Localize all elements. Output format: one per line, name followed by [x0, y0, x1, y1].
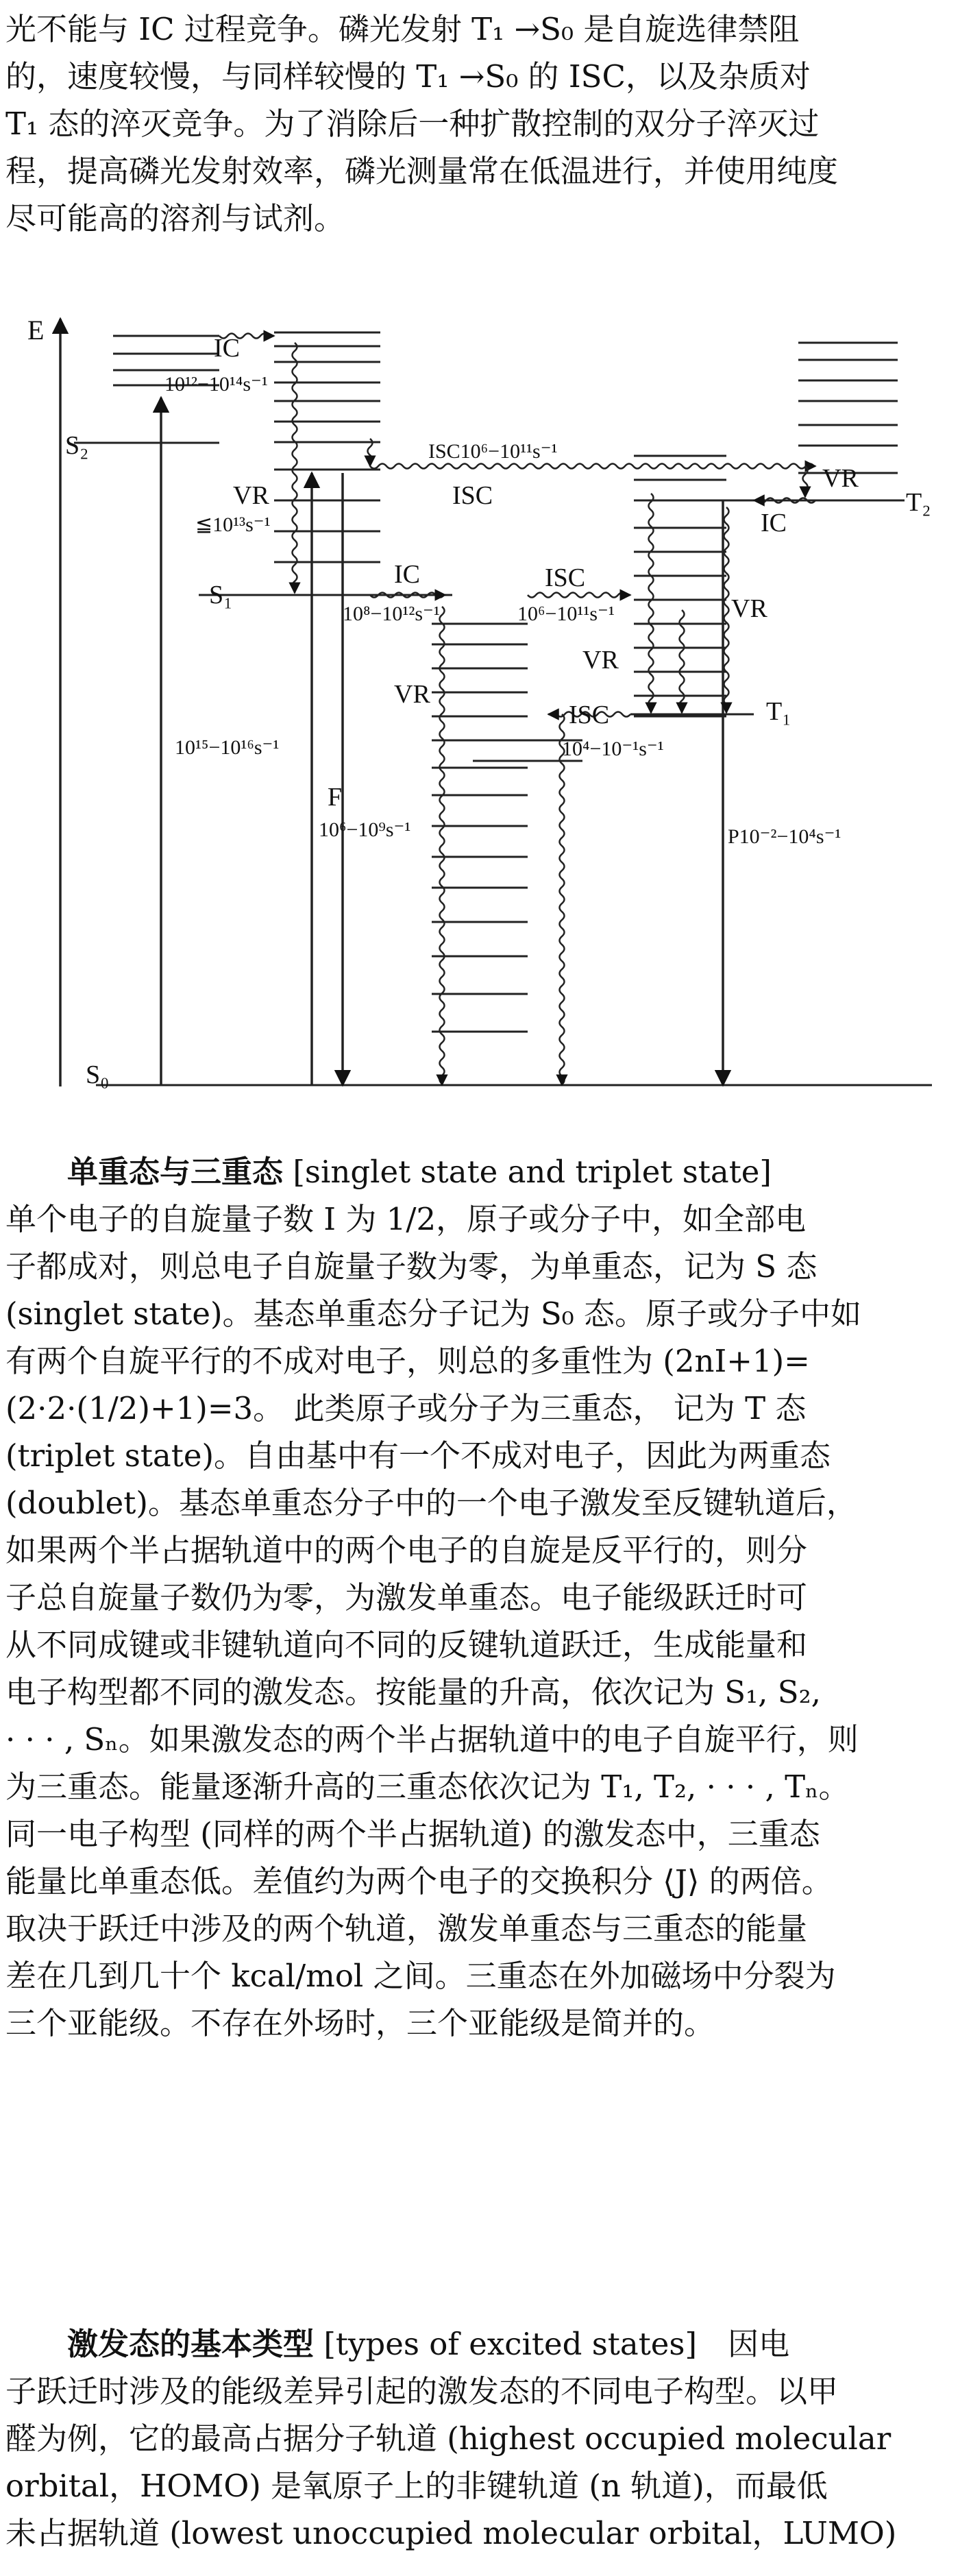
diagram-label: ISC — [545, 563, 586, 592]
line-text: 从不同成键或非键轨道向不同的反键轨道跃迁，生成能量和 — [5, 1627, 808, 1663]
vr-arrow — [649, 494, 654, 713]
diagram-label: VR — [731, 594, 767, 623]
diagram-label: F — [328, 783, 343, 812]
text-line — [5, 1432, 963, 1479]
diagram-label: IC — [394, 560, 420, 589]
line-text: [types of excited states] 因电 — [314, 2326, 790, 2362]
text-line — [5, 1243, 963, 1290]
line-text: 同一电子构型 (同样的两个半占据轨道) 的激发态中，三重态 — [5, 1816, 820, 1852]
diagram-label: 10⁶−10⁹s⁻¹ — [319, 818, 411, 841]
line-text: (triplet state)。自由基中有一个不成对电子，因此为两重态 — [5, 1437, 831, 1474]
text-line — [5, 2320, 963, 2368]
text-line — [5, 2368, 963, 2415]
text-line — [5, 1527, 963, 1574]
line-text: (singlet state)。基态单重态分子记为 S₀ 态。原子或分子中如 — [5, 1296, 861, 1332]
line-text: 电子构型都不同的激发态。按能量的升高，依次记为 S₁, S₂, — [5, 1674, 821, 1710]
vr-arrow — [680, 610, 685, 713]
line-text: 有两个自旋平行的不成对电子，则总的多重性为 (2nI+1)= — [5, 1343, 810, 1379]
diagram-label: 10⁸−10¹²s⁻¹ — [343, 603, 440, 625]
diagram-label: VR — [822, 464, 859, 493]
text-line — [5, 1952, 963, 2000]
vr-arrow — [440, 607, 445, 1085]
line-text: orbital，HOMO) 是氧原子上的非键轨道 (n 轨道)，而最低 — [5, 2468, 828, 2504]
text-line — [5, 1858, 963, 1905]
vr-arrow — [803, 466, 808, 497]
text-line — [5, 2000, 963, 2047]
line-text: (2·2·(1/2)+1)=3。 此类原子或分子为三重态， 记为 T 态 — [5, 1390, 807, 1426]
diagram-label: T₂ — [906, 488, 931, 517]
text-line — [5, 1290, 963, 1337]
intro-paragraph — [5, 5, 963, 242]
section-heading: 单重态与三重态 — [67, 1154, 284, 1190]
line-text: 差在几到几十个 kcal/mol 之间。三重态在外加磁场中分裂为 — [5, 1958, 836, 1994]
text-line — [5, 1905, 963, 1952]
text-line — [5, 1810, 963, 1858]
text-line — [5, 1148, 963, 1195]
diagram-label: 10⁶−10¹¹s⁻¹ — [517, 603, 615, 625]
diagram-label: VR — [394, 680, 430, 709]
line-text: 子都成对，则总电子自旋量子数为零，为单重态，记为 S 态 — [5, 1248, 818, 1285]
diagram-label: E — [27, 315, 45, 345]
diagram-label: P10⁻²−10⁴s⁻¹ — [728, 825, 841, 848]
diagram-label: ISC — [452, 481, 493, 510]
diagram-label: 10¹²−10¹⁴s⁻¹ — [164, 373, 268, 396]
diagram-label: ISC10⁶−10¹¹s⁻¹ — [428, 440, 558, 463]
text-line: 尽可能高的溶剂与试剂。 — [5, 200, 345, 236]
text-line — [5, 2510, 963, 2557]
text-line — [5, 1763, 963, 1810]
diagram-label: 10¹⁵−10¹⁶s⁻¹ — [175, 736, 280, 759]
text-line — [5, 2462, 963, 2510]
text-line — [5, 1385, 963, 1432]
vr-arrow — [293, 343, 297, 593]
isc-arrow — [560, 714, 565, 1085]
diagram-label: S₀ — [86, 1060, 110, 1089]
line-text: 取决于跃迁中涉及的两个轨道，激发单重态与三重态的能量 — [5, 1910, 808, 1947]
text-line — [5, 1479, 963, 1527]
text-line: 的，速度较慢，与同样较慢的 T₁ →S₀ 的 ISC，以及杂质对 — [5, 58, 811, 95]
vr-arrow — [724, 507, 729, 713]
line-text: 单个电子的自旋量子数 I 为 1/2，原子或分子中，如全部电 — [5, 1201, 807, 1237]
text-line: 程，提高磷光发射效率，磷光测量常在低温进行，并使用纯度 — [5, 153, 839, 189]
diagram-label: S₂ — [65, 431, 89, 460]
text-line — [5, 1668, 963, 1716]
diagram-label: IC — [761, 509, 787, 537]
isc-arrow — [528, 593, 630, 598]
text-line: T₁ 态的淬灭竞争。为了消除后一种扩散控制的双分子淬灭过 — [5, 106, 820, 142]
text-line — [5, 1337, 963, 1385]
text-line — [5, 2415, 963, 2462]
diagram-label: ≦10¹³s⁻¹ — [195, 513, 271, 536]
line-text: · · · , Sₙ。如果激发态的两个半占据轨道中的电子自旋平行，则 — [5, 1721, 859, 1758]
section-singlet-triplet — [5, 1148, 963, 2047]
jablonski-diagram — [0, 302, 971, 1110]
isc-arrow — [370, 464, 815, 469]
text-line — [5, 1716, 963, 1763]
text-line — [5, 1621, 963, 1668]
line-text: (doublet)。基态单重态分子中的一个电子激发至反键轨道后， — [5, 1485, 857, 1521]
text-line — [5, 1574, 963, 1621]
diagram-label: T₁ — [766, 697, 791, 726]
text-line: 光不能与 IC 过程竞争。磷光发射 T₁ →S₀ 是自旋选律禁阻 — [5, 11, 800, 47]
line-text: 未占据轨道 (lowest unoccupied molecular orbital，LUMO) — [5, 2515, 897, 2551]
diagram-label: IC — [214, 334, 240, 363]
line-text: 三个亚能级。不存在外场时，三个亚能级是简并的。 — [5, 2005, 715, 2041]
section-heading: 激发态的基本类型 — [67, 2326, 315, 2362]
line-text: 如果两个半占据轨道中的两个电子的自旋是反平行的，则分 — [5, 1532, 808, 1568]
section-excited-state-types — [5, 2320, 963, 2557]
diagram-label: S₁ — [209, 581, 233, 609]
line-text: 能量比单重态低。差值约为两个电子的交换积分 ⟨J⟩ 的两倍。 — [5, 1863, 833, 1899]
diagram-label: VR — [582, 646, 619, 675]
diagram-label: VR — [233, 481, 269, 510]
line-text: 醛为例，它的最高占据分子轨道 (highest occupied molecular — [5, 2420, 892, 2457]
line-text: 子跃迁时涉及的能级差异引起的激发态的不同电子构型。以甲 — [5, 2373, 839, 2409]
line-text: 子总自旋量子数仍为零，为激发单重态。电子能级跃迁时可 — [5, 1579, 808, 1616]
text-line — [5, 1195, 963, 1243]
diagram-label: ISC — [569, 701, 610, 729]
line-text: 为三重态。能量逐渐升高的三重态依次记为 T₁, T₂, · · · , Tₙ。 — [5, 1769, 850, 1805]
line-text: [singlet state and triplet state] — [283, 1154, 772, 1190]
diagram-label: 10⁴−10⁻¹s⁻¹ — [562, 738, 664, 760]
